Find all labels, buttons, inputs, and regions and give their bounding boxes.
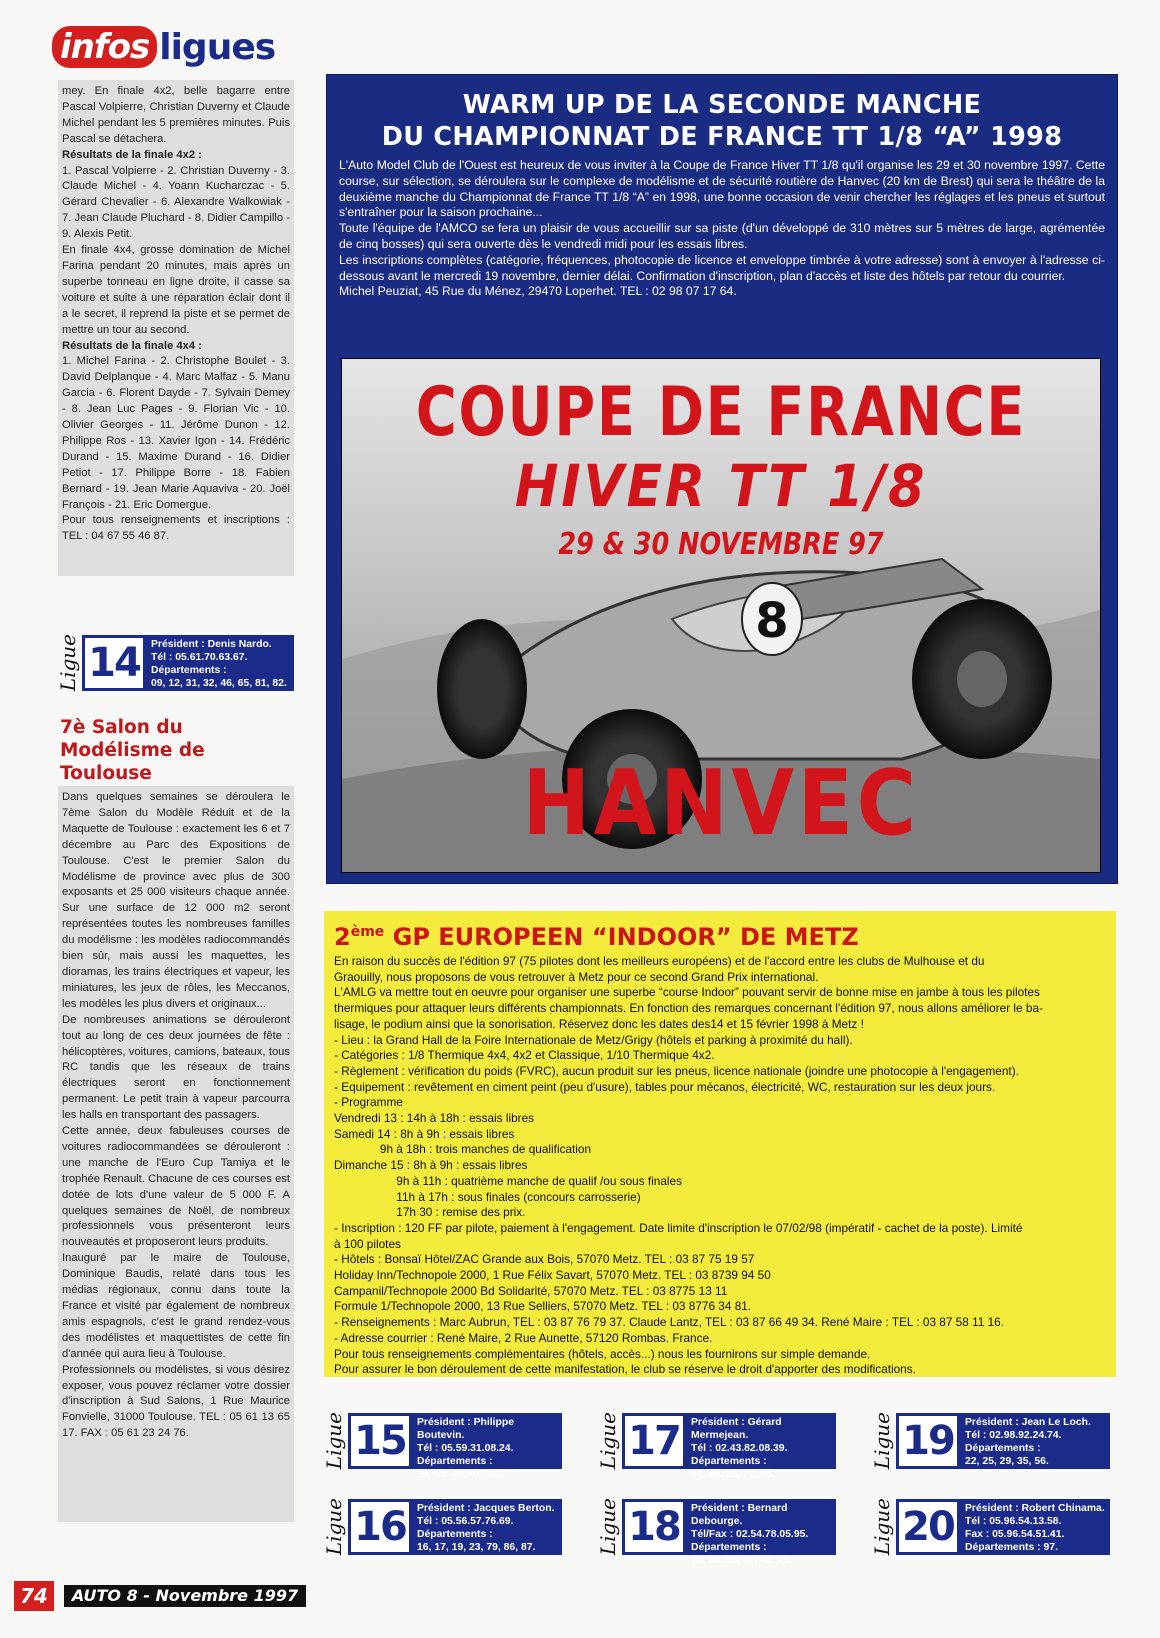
ligue-17-block — [596, 1406, 836, 1480]
results-4x4-label: Résultats de la finale 4x4 : — [62, 339, 202, 352]
ligue-label: Ligue — [322, 1498, 346, 1556]
section-header — [52, 22, 275, 72]
gp-title-num: 2 — [334, 923, 351, 951]
ligue-20-block — [870, 1492, 1110, 1562]
gp-line: - Catégories : 1/8 Thermique 4x4, 4x2 et Classique, 1/10 Thermique 4x2. — [334, 1048, 715, 1063]
gp-line: - Règlement : vérification du poids (FVRC), aucun produit sur les pneus, licence nationale (joindre une photocopie à l'engagement). — [334, 1063, 1019, 1078]
gp-line: Dimanche 15 : 8h à 9h : essais libres — [334, 1158, 528, 1173]
gp-line: - Inscription : 120 FF par pilote, paiement à l'engagement. Date limite d'inscription le 07/02/98 (impératif - cachet de la poste). Limité — [334, 1220, 1023, 1235]
ligue-phone: Tél : 02.98.92.24.74. — [965, 1430, 1062, 1441]
ligue-departements: 09, 12, 31, 32, 46, 65, 81, 82. — [151, 678, 287, 689]
brand-ligues: ligues — [159, 26, 276, 68]
results-4x4: 1. Michel Farina - 2. Christophe Boulet - 3. David Delplanque - 4. Marc Malfaz - 5. Manu Garcia - 6. Florent Dayde - 7. Sylvain Demey - 8. Jean Luc Pages - 9. Florian Vic - 10. Olivier Georges - 11. Jérôme Dunon - 12. Philippe Ros - 13. Xavier Igon - 14. Frédéric Durand - 15. Maxime Durand - 16. Didier Petiot - 17. Philippe Borre - 18. Fabien Bernard - 19. Jean Marie Aquaviva - 20. Joël François - 21. Eric Domergue. — [62, 355, 290, 511]
ligue-phone: Tél : 05.56.57.76.69. — [417, 1516, 514, 1527]
gp-line: 9h à 11h : quatrième manche de qualif /ou sous finales — [334, 1173, 682, 1188]
ligue-15-block — [322, 1406, 562, 1480]
gp-line: Pour assurer le bon déroulement de cette manifestation, le club se réserve le droit d'apporter des modifications. — [334, 1362, 916, 1377]
results-4x2-label: Résultats de la finale 4x2 : — [62, 148, 202, 161]
ligue-19-block — [870, 1406, 1110, 1476]
ligue-info — [412, 1499, 562, 1555]
results-4x2: 1. Pascal Volpierre - 2. Christian Duverny - 3. Claude Michel - 4. Yoann Kucharczac - 5. Gérard Chevalier - 6. Alexandre Walkowiak - 7. Jean Claude Pluchard - 8. Didier Campillo - 9. Alexis Petit. — [62, 164, 290, 241]
salon-title: 7è Salon du Modélisme de Toulouse — [60, 717, 205, 784]
gp-line: Vendredi 13 : 14h à 18h : essais libres — [334, 1111, 535, 1126]
ligue-14-block — [56, 628, 294, 698]
ligue-line4: 24, 33, 40, 47, 64. — [417, 1469, 501, 1480]
ligue-line3: Fax : 05.96.54.51.41. — [965, 1529, 1065, 1540]
warmup-p3: Les inscriptions complètes (catégorie, fréquences, photocopie de licence et enveloppe timbrée à votre adresse) sont à envoyer à l'adresse ci-dessous avant le mercredi 19 novembre, dernier délai. Confirmation d'inscription, plan d'accès et liste des hôtels par retour du courrier. — [339, 252, 1105, 283]
ligue-line4: 22, 25, 29, 35, 56. — [965, 1456, 1049, 1467]
ligue-line4: Départements : 97. — [965, 1542, 1058, 1553]
ligue-18-block — [596, 1492, 836, 1566]
gp-line: 17h 30 : remise des prix. — [334, 1205, 526, 1220]
ligue-label: Ligue — [870, 1498, 894, 1556]
gp-line: En raison du succès de l'édition 97 (75 pilotes dont les meilleurs européens) et de l'accord entre les clubs de Mulhouse et du — [334, 954, 985, 968]
warmup-p2: Toute l'équipe de l'AMCO se fera un plaisir de vous accueillir sur sa piste (d'un développé de 310 mètres sur 5 mètres de large, agrémentée de cinq bosses) qui sera ouverte dès le vendredi midi pour les essais libres. — [339, 221, 1105, 251]
gp-title-sup: ème — [350, 924, 385, 940]
page-number: 74 — [14, 1581, 54, 1611]
page-footer — [14, 1580, 306, 1612]
magazine-issue: AUTO 8 - Novembre 1997 — [64, 1585, 306, 1607]
results-4x4-intro: En finale 4x4, grosse domination de Michel Farina pendant 20 minutes, mais après un superbe tonneau en ligne droite, il casse sa voiture et suite à une réparation éclair dont il a le secret, il reprend la piste et se permet de mettre un tour au second. — [62, 244, 290, 336]
poster-location: HANVEC — [522, 751, 920, 856]
ligue-phone: Tél : 05.96.54.13.58. — [965, 1516, 1062, 1527]
ligue-info — [686, 1499, 836, 1566]
warmup-title-line1: WARM UP DE LA SECONDE MANCHE — [462, 90, 982, 120]
gp-title — [324, 911, 1116, 952]
results-box — [58, 80, 294, 576]
ligue-line4: 44, 49, 53, 72, 85. — [691, 1469, 775, 1480]
salon-p1: Dans quelques semaines se déroulera le 7ème Salon du Modèle Réduit et de la Maquette de Toulouse : exactement les 6 et 7 décembre au Parc des Expositions de Toulouse. C'est le premier Salon du Modélisme de province avec plus de 300 exposants et 25 000 visiteurs chaque année. Sur une surface de 12 000 m2 seront représentées toutes les nombreuses familles du modélisme : les modèles radiocommandés bien sûr, mais aussi les maquettes, les dioramas, les trains électriques et vapeur, les miniatures, les jeux de rôles, les Meccanos, les modèles les plus divers et originaux... — [62, 791, 290, 1010]
warmup-contact: Michel Peuziat, 45 Rue du Ménez, 29470 Loperhet. TEL : 02 98 07 17 64. — [339, 284, 737, 299]
poster-line1: COUPE DE FRANCE — [415, 373, 1027, 452]
ligue-line3: Départements : — [417, 1529, 493, 1540]
salon-p2: De nombreuses animations se dérouleront tout au long de ces deux journées de fête : hélicoptères, voitures, camions, bateaux, tous RC tandis que les réseaux de trains électriques seront en fonctionnement permanent. Le petit train à vapeur parcourra les halls en transportant des passagers. — [62, 1013, 290, 1122]
gp-line: Campanil/Technopole 2000 Bd Solidarité, 57070 Metz. TEL : 03 8775 13 11 — [334, 1283, 728, 1298]
ligue-president: Président : Gérard Mermejean. — [691, 1417, 782, 1441]
ligue-info — [412, 1413, 562, 1480]
ligue-number: 20 — [896, 1499, 960, 1555]
ligue-departements-label: Départements : — [151, 665, 227, 676]
ligue-label: Ligue — [596, 1498, 620, 1556]
salon-p5: Professionnels ou modélistes, si vous désirez exposer, vous pouvez réclamer votre dossier d'inscription à Sud Salons, 1 Rue Maurice Fonvielle, 31000 Toulouse. TEL : 05 61 13 65 17. FAX : 05 61 23 24 76. — [62, 1363, 290, 1440]
ligue-president: Président : Philippe Boutevin. — [417, 1417, 514, 1441]
ligue-president: Président : Bernard Debourge. — [691, 1503, 788, 1527]
warmup-title-line2: DU CHAMPIONNAT DE FRANCE TT 1/8 “A” 1998 — [381, 122, 1063, 152]
gp-metz-article — [324, 911, 1116, 1377]
gp-line: 11h à 17h : sous finales (concours carrosserie) — [334, 1189, 641, 1204]
ligue-info — [146, 635, 294, 691]
ligue-number: 16 — [348, 1499, 412, 1555]
ligue-number: 14 — [82, 635, 146, 691]
poster-date: 29 & 30 NOVEMBRE 97 — [558, 527, 884, 562]
ligue-president: Président : Jean Le Loch. — [965, 1417, 1091, 1428]
gp-body — [324, 952, 1116, 1378]
ligue-line4: 16, 17, 19, 23, 79, 86, 87. — [417, 1542, 536, 1553]
coupe-de-france-poster — [341, 358, 1101, 873]
gp-line: - Adresse courrier : René Maire, 2 Rue Aunette, 57120 Rombas. France. — [334, 1330, 713, 1345]
gp-line: 9h à 18h : trois manches de qualification — [334, 1142, 592, 1157]
warmup-article — [326, 74, 1118, 884]
ligue-line3: Départements : — [691, 1456, 767, 1467]
salon-p3: Cette année, deux fabuleuses courses de voitures radiocommandées se dérouleront : une manche de l'Euro Cup Tamiya et le trophée Renault. Chacune de ces courses est dotée de lots d'une valeur de 5 000 F. A quelques semaines de Noël, de nombreux professionnels vous présenteront leurs nouveautés et proposeront leurs produits. — [62, 1125, 290, 1249]
gp-line: Formule 1/Technopole 2000, 13 Rue Selliers, 57070 Metz. TEL : 03 8776 34 81. — [334, 1299, 752, 1314]
gp-line: Graouilly, nous proposons de vous retrouver à Metz pour ce second Grand Prix international. — [334, 969, 819, 984]
poster-line2: HIVER TT 1/8 — [514, 452, 928, 520]
ligue-phone: Tél : 05.59.31.08.24. — [417, 1443, 514, 1454]
ligue-label: Ligue — [56, 634, 80, 692]
ligue-line3: Départements : — [417, 1456, 493, 1467]
gp-line: Holiday Inn/Technopole 2000, 1 Rue Félix Savart, 57070 Metz. TEL : 03 8739 94 50 — [334, 1268, 771, 1283]
ligue-label: Ligue — [596, 1412, 620, 1470]
ligue-number: 15 — [348, 1413, 412, 1469]
gp-line: - Renseignements : Marc Aubrun, TEL : 03 87 76 79 37. Claude Lantz, TEL : 03 87 66 49 34. René Maire : TEL : 03 87 58 11 16. — [334, 1315, 1005, 1330]
ligue-label: Ligue — [870, 1412, 894, 1470]
ligue-line4: 18, 28, 36, 37, 41, 45. — [691, 1555, 793, 1566]
ligue-info — [960, 1413, 1110, 1469]
gp-line: L'AMLG va mettre tout en oeuvre pour organiser une superbe “course Indoor” pouvant servir de bonne mise en jambe à tous les pilotes — [334, 985, 1040, 1000]
gp-title-rest: GP EUROPEEN “INDOOR” DE METZ — [384, 923, 859, 951]
warmup-p1: L'Auto Model Club de l'Ouest est heureux de vous inviter à la Coupe de France Hiver TT 1/8 qu'il organise les 29 et 30 novembre 1997. Cette course, sur sélection, se déroulera sur le complexe de modélisme et de sécurité routière de Hanvec (20 km de Brest) qui sera le théâtre de la deuxième manche du Championnat de France TT 1/8 “A” en 1998, une bonne occasion de venir chercher les réglages et les pneus et surtout s'entraîner pour la saison prochaine... — [339, 158, 1105, 220]
gp-line: - Programme — [334, 1095, 403, 1110]
ligue-phone: Tél : 02.43.82.08.39. — [691, 1443, 788, 1454]
results-intro: mey. En finale 4x2, belle bagarre entre Pascal Volpierre, Christian Duverny et Claude Michel pendant les 5 premières minutes. Puis Pascal se détachera. — [62, 85, 290, 145]
brand-infos: infos — [52, 26, 157, 68]
car-number: 8 — [755, 593, 789, 649]
gp-line: - Hôtels : Bonsaï Hôtel/ZAC Grande aux Bois, 57070 Metz. TEL : 03 87 75 19 57 — [334, 1252, 755, 1267]
ligue-number: 18 — [622, 1499, 686, 1555]
salon-p4: Inauguré par le maire de Toulouse, Dominique Baudis, relaté dans tous les médias régionaux, connu dans toute la France et visité par également de nombreux amis espagnols, c'est le grand rendez-vous des modélistes et maquettistes de cette fin d'année qui aura lieu à Toulouse. — [62, 1252, 290, 1360]
ligue-label: Ligue — [322, 1412, 346, 1470]
salon-box — [58, 786, 294, 1522]
ligue-president: Président : Denis Nardo. — [151, 639, 272, 650]
gp-line: thermiques pour attaquer leurs différents championnats. En fonction des remarques concernant l'édition 97, nous allons améliorer le ba- — [334, 1001, 1043, 1016]
ligue-president: Président : Robert Chinama. — [965, 1503, 1105, 1514]
gp-line: - Lieu : la Grand Hall de la Foire Internationale de Metz/Grigy (hôtels et parking à proximité du hall). — [334, 1032, 853, 1047]
ligue-president: Président : Jacques Berton. — [417, 1503, 555, 1514]
gp-line: lisage, le podium ainsi que la sonorisation. Réservez donc les dates des14 et 15 février 1998 à Metz ! — [334, 1016, 864, 1031]
ligue-number: 19 — [896, 1413, 960, 1469]
warmup-body — [327, 153, 1117, 300]
ligue-info — [686, 1413, 836, 1480]
results-contact: Pour tous renseignements et inscriptions : TEL : 04 67 55 46 87. — [62, 514, 290, 543]
gp-line: Samedi 14 : 8h à 9h : essais libres — [334, 1126, 515, 1141]
ligue-phone: Tél/Fax : 02.54.78.05.95. — [691, 1529, 809, 1540]
ligue-16-block — [322, 1492, 562, 1562]
gp-line: - Equipement : revêtement en ciment peint (peu d'usure), tables pour mécanos, électricité, WC, restauration sur les deux jours. — [334, 1079, 996, 1094]
gp-line: à 100 pilotes — [334, 1236, 401, 1251]
ligue-number: 17 — [622, 1413, 686, 1469]
gp-line: Pour tous renseignements complémentaires (hôtels, accès...) nous les fournirons sur simple demande. — [334, 1346, 871, 1361]
ligue-phone: Tél : 05.61.70.63.67. — [151, 652, 248, 663]
warmup-title — [327, 89, 1117, 153]
ligue-line3: Départements : — [691, 1542, 767, 1553]
ligue-info — [960, 1499, 1110, 1555]
ligue-line3: Départements : — [965, 1443, 1041, 1454]
